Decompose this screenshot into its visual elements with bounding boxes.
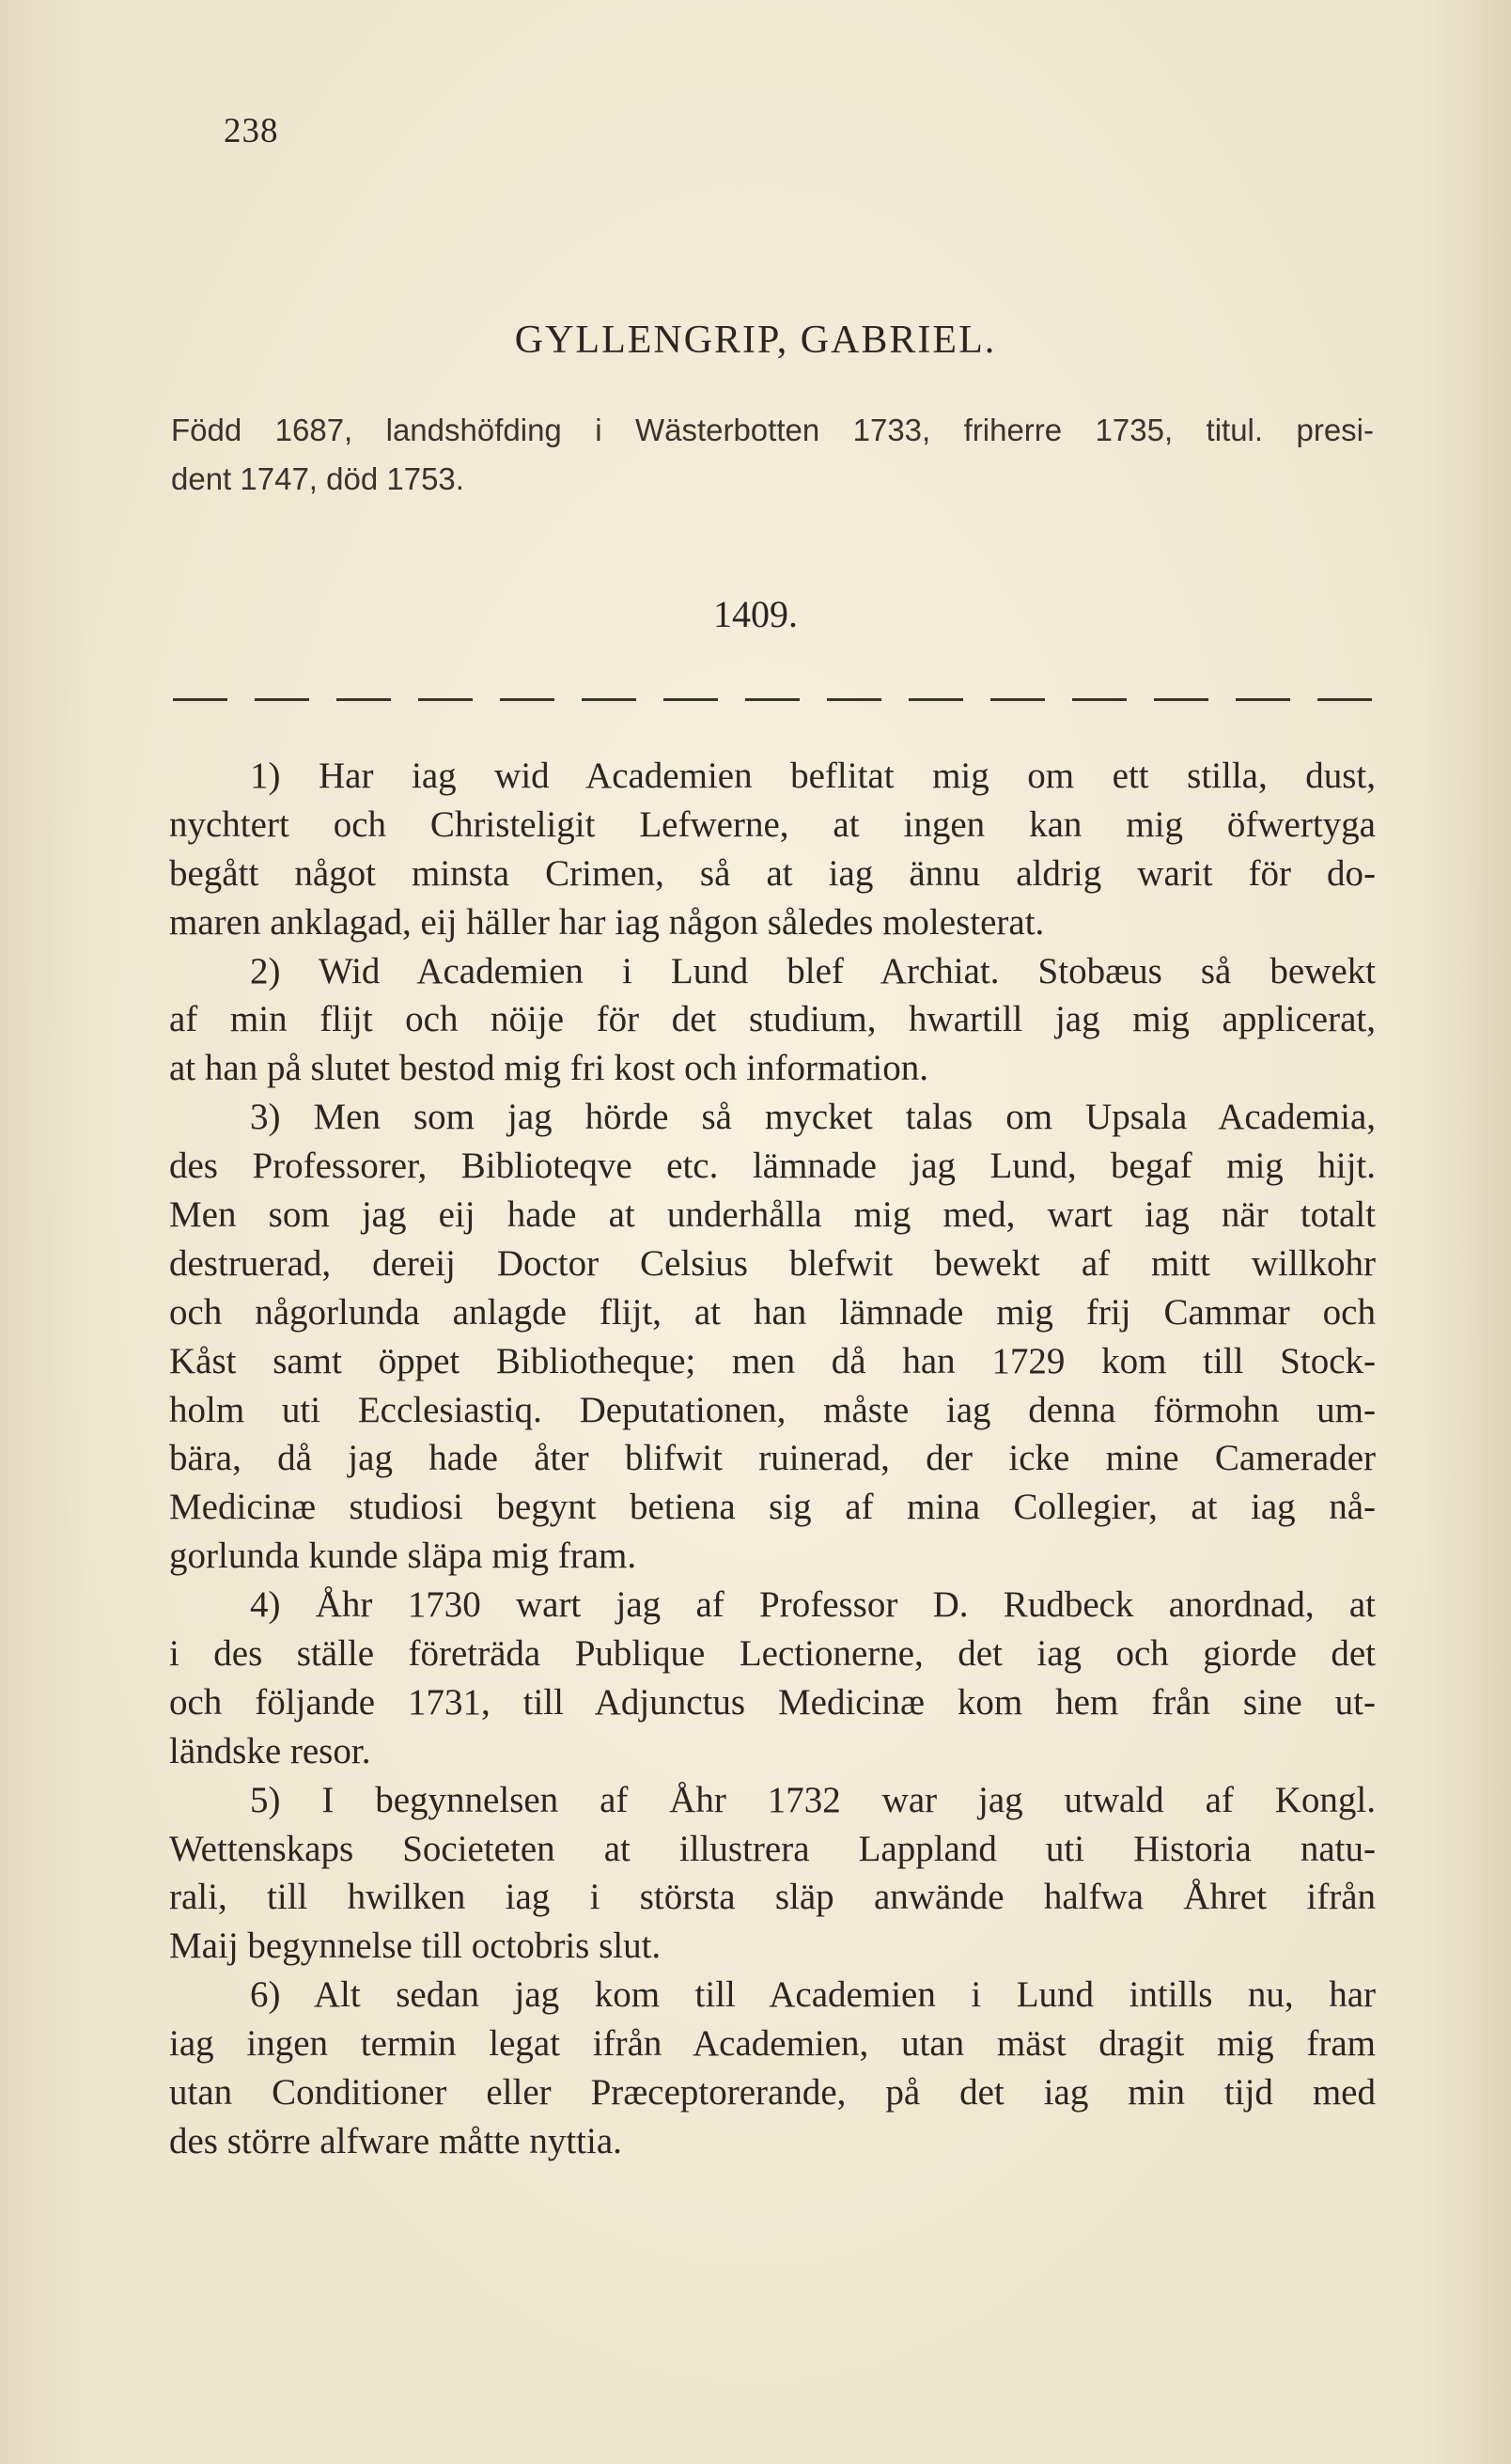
body-line: 1) Har iag wid Academien beflitat mig om ett stilla, dust, bbox=[250, 756, 1376, 796]
page-number: 238 bbox=[224, 112, 279, 150]
body-line: 6) Alt sedan jag kom till Academien i Lund intills nu, har bbox=[250, 1974, 1376, 2016]
document-number: 1409. bbox=[713, 593, 798, 635]
person-heading: GYLLENGRIP, GABRIEL. bbox=[514, 319, 997, 362]
body-line: at han på slutet bestod mig fri kost och information. bbox=[169, 1048, 929, 1089]
body-line: 3) Men som jag hörde så mycket talas om Upsala Academia, bbox=[250, 1097, 1376, 1138]
body-line: Wettenskaps Societeten at illustrera Lappland uti Historia natu- bbox=[169, 1828, 1376, 1869]
body-line: Medicinæ studiosi begynt betiena sig af mina Collegier, at iag nå- bbox=[169, 1487, 1376, 1528]
body-line: af min flijt och nöije för det studium, hwartill jag mig applicerat, bbox=[169, 999, 1376, 1040]
body-line: des Professorer, Biblioteqve etc. lämnade jag Lund, begaf mig hijt. bbox=[169, 1146, 1376, 1187]
body-line: 5) I begynnelsen af Åhr 1732 war jag utwald af Kongl. bbox=[250, 1779, 1376, 1820]
body-line: i des ställe företräda Publique Lectionerne, det iag och giorde det bbox=[169, 1633, 1376, 1675]
biographical-note bbox=[171, 406, 1374, 504]
bio-line: dent 1747, död 1753. bbox=[171, 461, 464, 496]
body-line: gorlunda kunde släpa mig fram. bbox=[169, 1536, 637, 1577]
body-line: och följande 1731, till Adjunctus Medicinæ kom hem från sine ut- bbox=[169, 1681, 1376, 1723]
body-line: utan Conditioner eller Præceptorerande, på det iag min tijd med bbox=[169, 2072, 1376, 2113]
body-line: Maij begynnelse till octobris slut. bbox=[169, 1926, 662, 1967]
body-line: iag ingen termin legat ifrån Academien, utan mäst dragit mig fram bbox=[169, 2023, 1376, 2065]
body-line: maren anklagad, eij häller har iag någon således molesterat. bbox=[169, 901, 1045, 943]
body-line: bära, då jag hade åter blifwit ruinerad, der icke mine Camerader bbox=[169, 1438, 1376, 1479]
body-line: 2) Wid Academien i Lund blef Archiat. Stobæus så bewekt bbox=[250, 950, 1376, 991]
body-line: begått något minsta Crimen, så at iag ännu aldrig warit för do- bbox=[169, 852, 1376, 894]
body-line: och någorlunda anlagde flijt, at han lämnade mig frij Cammar och bbox=[169, 1291, 1376, 1333]
body-line: ländske resor. bbox=[169, 1730, 371, 1771]
body-line: destruerad, dereij Doctor Celsius blefwit bewekt af mitt willkohr bbox=[169, 1242, 1376, 1284]
body-line: Kåst samt öppet Bibliotheque; men då han 1729 kom till Stock- bbox=[169, 1340, 1376, 1381]
body-line: holm uti Ecclesiastiq. Deputationen, måste iag denna förmohn um- bbox=[169, 1389, 1376, 1430]
body-line: nychtert och Christeligit Lefwerne, at ingen kan mig öfwertyga bbox=[169, 803, 1376, 845]
body-line: Men som jag eij hade at underhålla mig med, wart iag när totalt bbox=[169, 1194, 1376, 1236]
bio-line: Född 1687, landshöfding i Wästerbotten 1733, friherre 1735, titul. presi- bbox=[171, 413, 1374, 447]
document-body bbox=[169, 752, 1376, 2166]
dashed-separator bbox=[173, 698, 1374, 701]
body-line: rali, till hwilken iag i största släp anwände halfwa Åhret ifrån bbox=[169, 1877, 1376, 1918]
body-line: des större alfware måtte nyttia. bbox=[169, 2120, 622, 2161]
body-line: 4) Åhr 1730 wart jag af Professor D. Rudbeck anordnad, at bbox=[250, 1584, 1376, 1626]
